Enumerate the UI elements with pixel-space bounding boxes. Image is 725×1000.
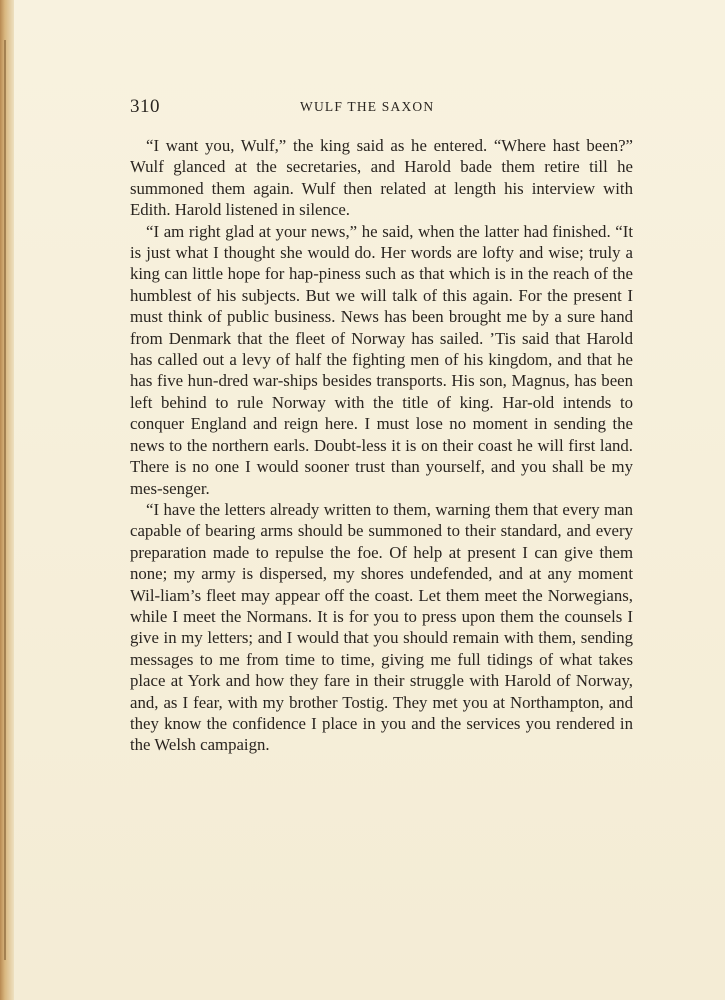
paragraph: “I am right glad at your news,” he said, when the latter had finished. “It is just what I thought she would do. Her words are lofty and wise; truly a king can little hope for hap-piness such as that which is in the reach of the humblest of his subjects. But we will talk of this again. For the present I must think of public business. News has been brought me by a sure hand from Denmark that the fleet of Norway has sailed. ’Tis said that Harold has called out a levy of half the fighting men of his kingdom, and that he has five hun-dred war-ships besides transports. His son, Magnus, has been left behind to rule Norway with the title of king. Har-old intends to conquer England and reign here. I must lose no moment in sending the news to the northern earls. Doubt-less it is on their coast he will first land. There is no one I would sooner trust than yourself, and you shall be my mes-senger. <box>130 221 633 498</box>
page-number: 310 <box>130 96 160 117</box>
running-title: WULF THE SAXON <box>300 99 435 114</box>
paragraph: “I have the letters already written to them, warning them that every man capable of bearing arms should be summoned to their standard, and every preparation made to repulse the foe. Of help at present I can give them none; my army is dispersed, my shores undefended, and at any moment Wil-liam’s fleet may appear off the coast. Let them meet the Norwegians, while I meet the Normans. It is for you to press upon them the counsels I give in my letters; and I would that you should remain with them, sending messages to me from time to time, giving me full tidings of what takes place at York and how they fare in their struggle with Harold of Norway, and, as I fear, with my brother Tostig. They met you at Northampton, and they know the confidence I place in you and the services you rendered in the Welsh campaign. <box>130 499 633 755</box>
paragraph: “I want you, Wulf,” the king said as he entered. “Where hast been?” Wulf glanced at the secretaries, and Harold bade them retire till he summoned them again. Wulf then related at length his interview with Edith. Harold listened in silence. <box>130 136 633 220</box>
body-text <box>130 135 633 756</box>
binding-shadow-line <box>4 40 6 960</box>
page-header <box>130 96 630 116</box>
book-binding-edge <box>0 0 14 1000</box>
